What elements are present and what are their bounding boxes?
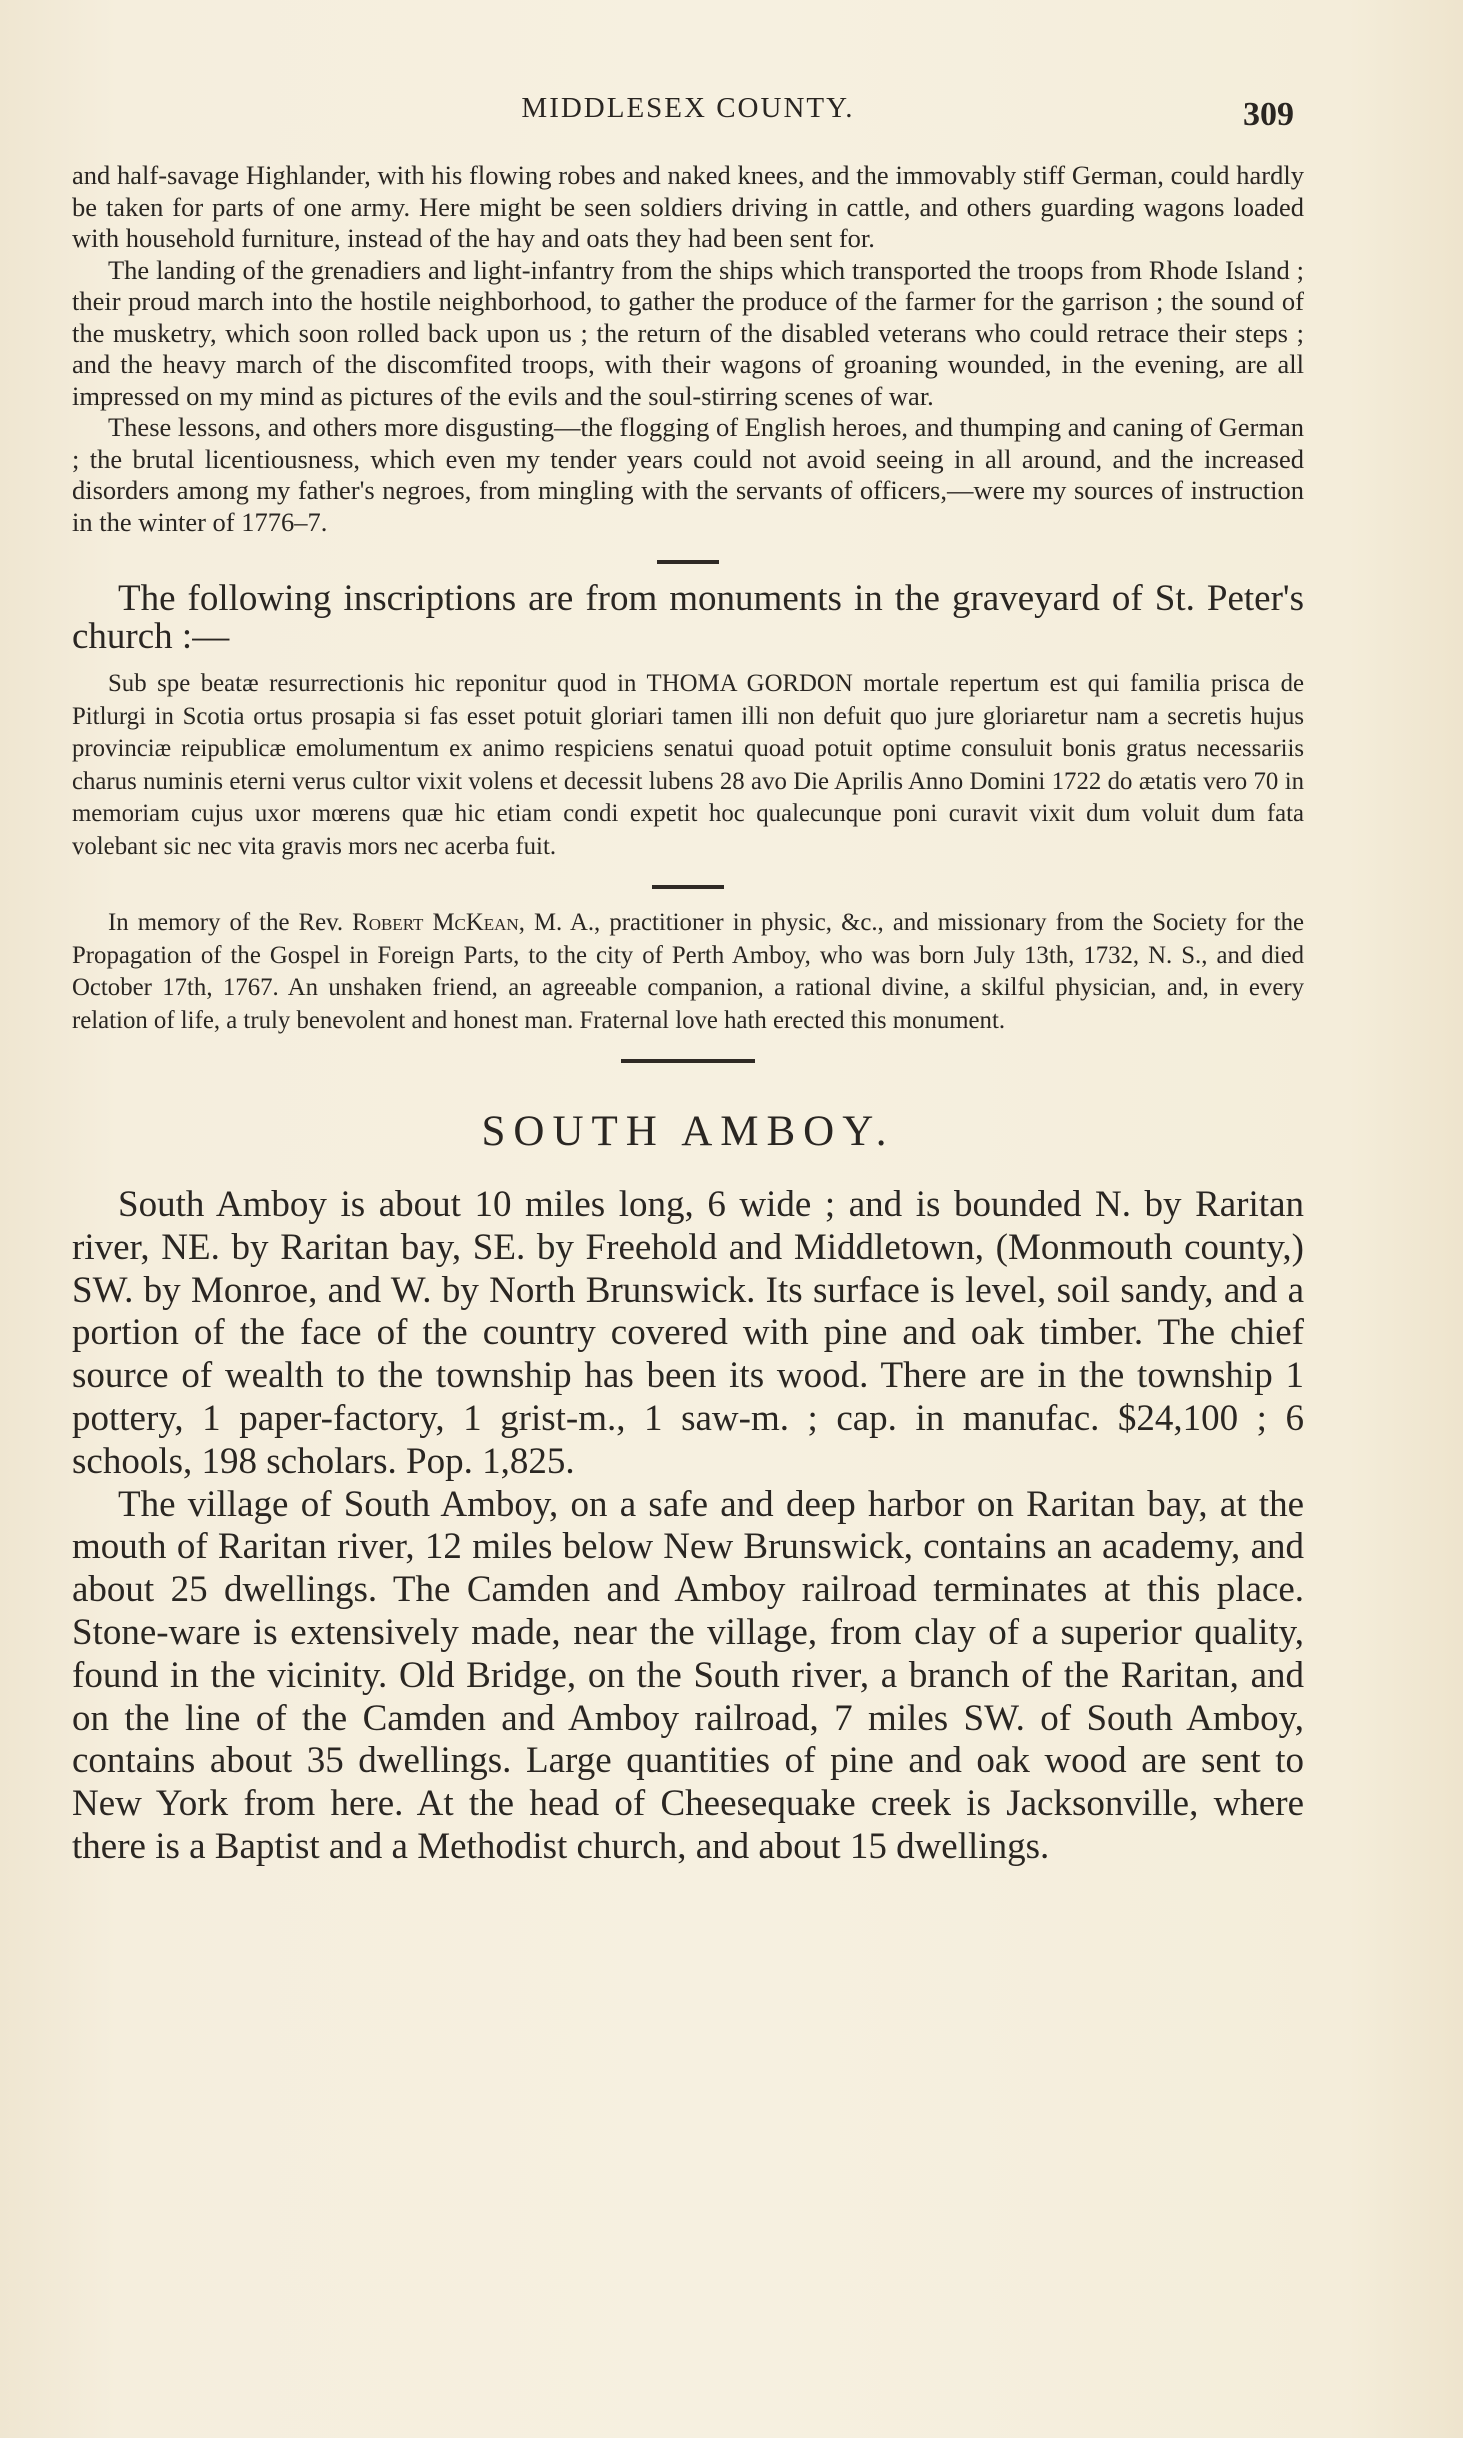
text-column <box>72 160 1304 1869</box>
inscriptions-intro: The following inscriptions are from monuments in the graveyard of St. Peter's church :— <box>72 578 1304 657</box>
paragraph-continued: and half-savage Highlander, with his flowing robes and naked knees, and the immovably stiff German, could hardly be taken for parts of one army. Here might be seen soldiers driving in cattle, and others guarding wagons loaded with household furniture, instead of the hay and oats they had been sent for. <box>72 160 1304 253</box>
section-paragraph: The village of South Amboy, on a safe and deep harbor on Raritan bay, at the mouth of Raritan river, 12 miles below New Brunswick, contains an academy, and about 25 dwellings. The Camden and Amboy railroad terminates at this place. Stone-ware is extensively made, near the village, from clay of a superior quality, found in the vicinity. Old Bridge, on the South river, a branch of the Raritan, and on the line of the Camden and Amboy railroad, 7 miles SW. of South Amboy, contains about 35 dwellings. Large quantities of pine and oak wood are sent to New York from here. At the head of Cheesequake creek is Jacksonville, where there is a Baptist and a Methodist church, and about 15 dwellings. <box>72 1483 1304 1867</box>
paragraph-landing: The landing of the grenadiers and light-infantry from the ships which transported the troops from Rhode Island ; their proud march into the hostile neighborhood, to gather the produce of the farmer for the garrison ; the sound of the musketry, which soon rolled back upon us ; the return of the disabled veterans who could retrace their steps ; and the heavy march of the discomfited troops, with their wagons of groaning wounded, in the evening, are all impressed on my mind as pictures of the evils and the soul-stirring scenes of war. <box>72 254 1304 411</box>
inscription-name: Robert McKean <box>352 909 519 936</box>
page-number: 309 <box>1243 96 1294 133</box>
running-title: MIDDLESEX COUNTY. <box>521 92 855 124</box>
inscription-text-before: In memory of the Rev. <box>108 909 353 936</box>
mckean-inscription <box>72 907 1304 1037</box>
section-divider-rule <box>621 1059 755 1063</box>
inscription-text-after: , M. A., practitioner in physic, &c., and missionary from the Society for the Propagation of the Gospel in Foreign Parts, to the city of Perth Amboy, who was born July 13th, 1732, N. S., and died October 17th, 1767. An unshaken friend, an agreeable companion, a rational divine, a skilful physician, and, in every relation of life, a truly benevolent and honest man. Fraternal love hath erected this monument. <box>72 909 1304 1034</box>
divider-rule <box>652 885 724 889</box>
section-paragraph: South Amboy is about 10 miles long, 6 wide ; and is bounded N. by Raritan river, NE. by Raritan bay, SE. by Freehold and Middletown, (Monmouth county,) SW. by Monroe, and W. by North Brunswick. Its surface is level, soil sandy, and a portion of the face of the country covered with pine and oak timber. The chief source of wealth to the township has been its wood. There are in the township 1 pottery, 1 paper-factory, 1 grist-m., 1 saw-m. ; cap. in manufac. $24,100 ; 6 schools, 198 scholars. Pop. 1,825. <box>72 1184 1304 1482</box>
paragraph-lessons: These lessons, and others more disgusting—the flogging of English heroes, and thumping and caning of German ; the brutal licentiousness, which even my tender years could not avoid seeing in all around, and the increased disorders among my father's negroes, from mingling with the servants of officers,—were my sources of instruction in the winter of 1776–7. <box>72 412 1304 537</box>
latin-inscription: Sub spe beatæ resurrectionis hic reponitur quod in THOMA GORDON mortale repertum est qui familia prisca de Pitlurgi in Scotia ortus prosapia si fas esset potuit gloriari tamen illi non defuit quo jure gloriaretur nam a secretis hujus provinciæ reipublicæ emolumentum ex animo respiciens senatui quoad potuit optime consuluit bonis gratus necessariis charus numinis eterni verus cultor vixit volens et decessit lubens 28 avo Die Aprilis Anno Domini 1722 do ætatis vero 70 in memoriam cujus uxor mœrens quæ hic etiam condi expetit hoc qualecunque poni curavit vixit dum voluit dum fata volebant sic nec vita gravis mors nec acerba fuit. <box>72 670 1304 860</box>
divider-rule <box>657 560 719 564</box>
section-heading: SOUTH AMBOY. <box>481 1108 895 1155</box>
page-header <box>72 92 1304 142</box>
